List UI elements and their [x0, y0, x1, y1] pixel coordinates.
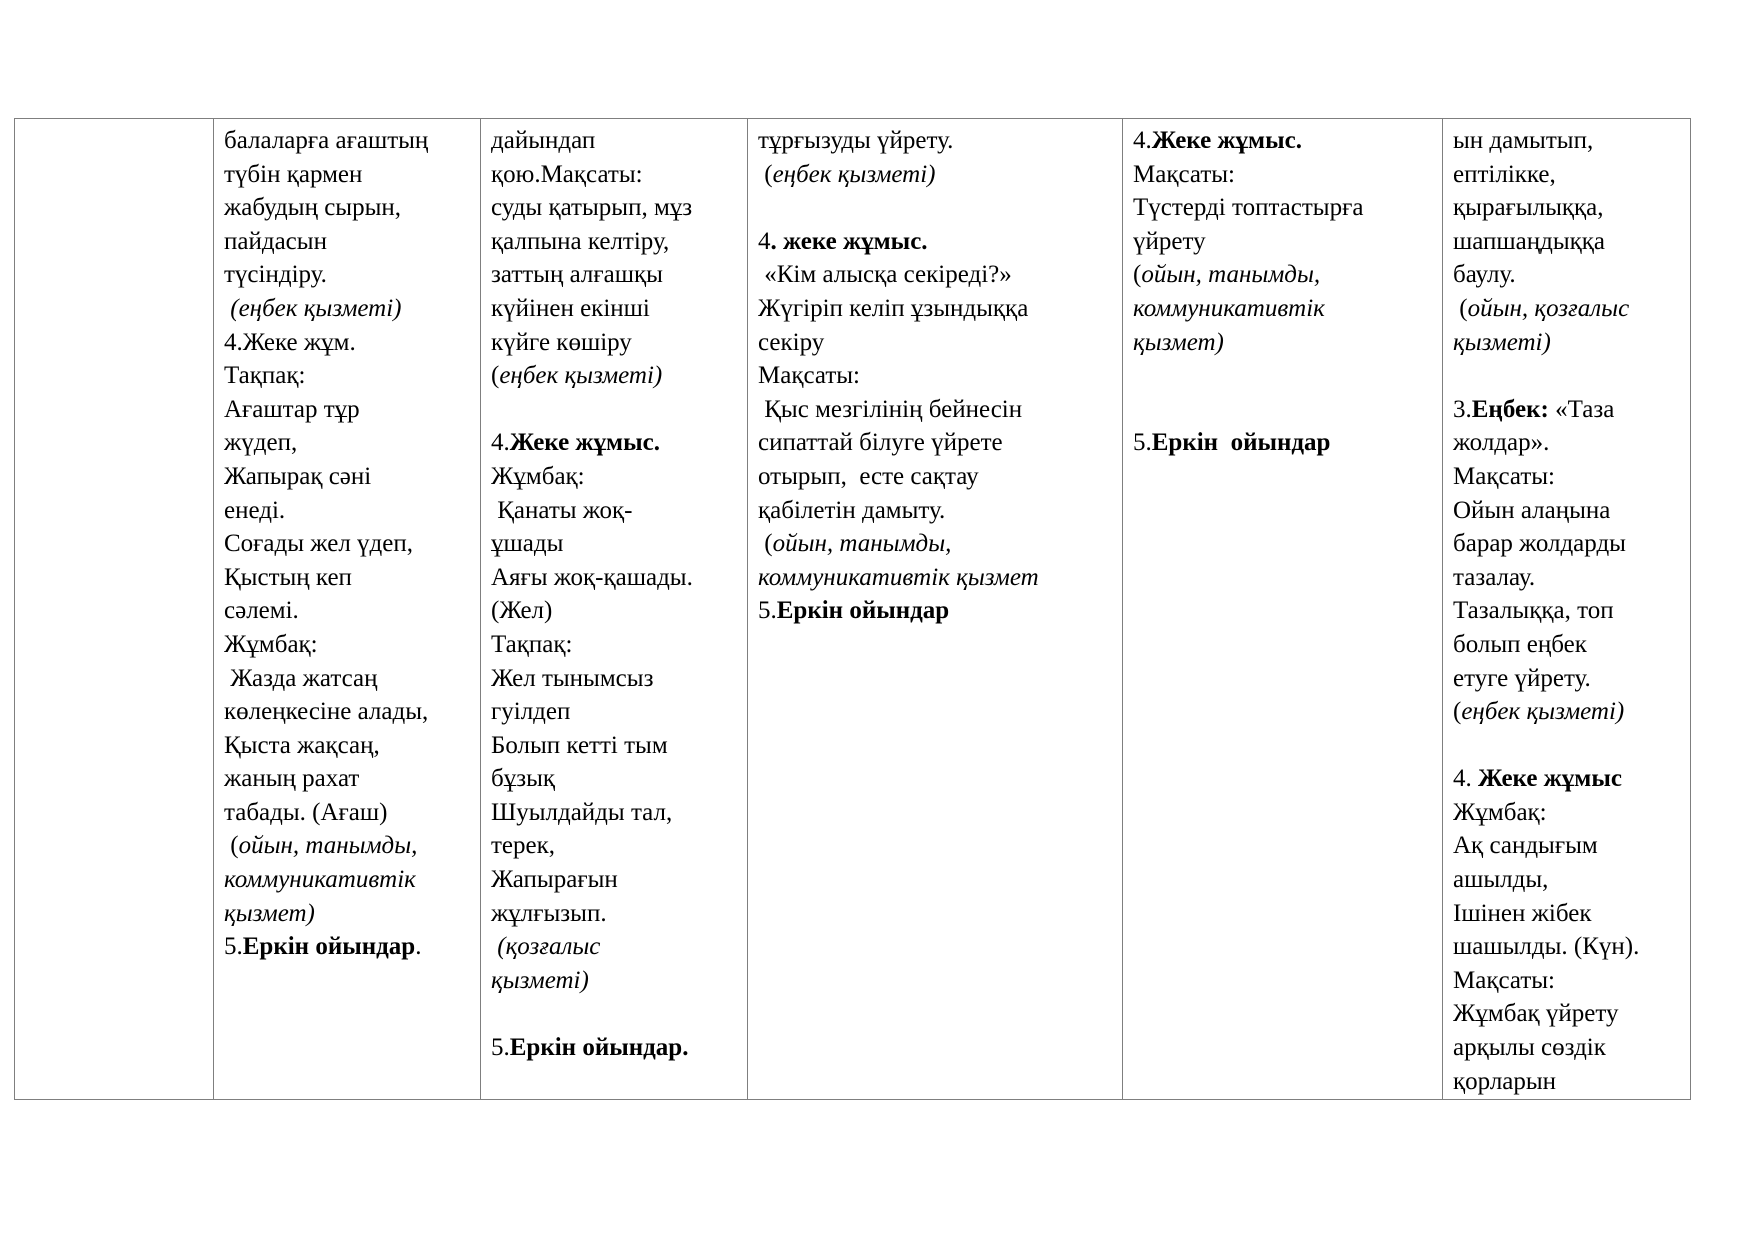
text-segment: пайдасын [224, 227, 327, 255]
text-line [1133, 393, 1432, 427]
text-segment: Қыс мезгілінің бейнесін [758, 395, 1023, 423]
text-segment: Қыста жақсаң, [224, 731, 380, 759]
text-segment: енеді. [224, 496, 286, 524]
bold-text: Еркін ойындар [776, 597, 950, 625]
text-line [491, 829, 737, 863]
text-segment: ( [1453, 698, 1462, 726]
text-line [758, 359, 1112, 393]
text-line [1453, 359, 1680, 393]
text-line [1453, 628, 1680, 662]
text-segment: Ағаштар тұр [224, 395, 360, 423]
italic-text: ойын, танымды, [772, 530, 952, 558]
text-line [224, 527, 470, 561]
text-line [758, 527, 1112, 561]
text-line [1133, 359, 1432, 393]
text-line [1453, 258, 1680, 292]
text-line [224, 359, 470, 393]
text-segment: Жұмбақ: [491, 462, 585, 490]
text-segment: жұлғызып. [491, 899, 607, 927]
table-cell-col-4 [748, 119, 1123, 1100]
text-line [224, 897, 470, 931]
text-segment: жабудың сырын, [224, 194, 402, 222]
text-segment: Шуылдайды тал, [491, 798, 673, 826]
text-line [491, 258, 737, 292]
text-line [224, 292, 470, 326]
text-line [758, 124, 1112, 158]
text-segment: 5. [491, 1034, 510, 1062]
text-line [491, 561, 737, 595]
text-line [224, 796, 470, 830]
bold-text: . жеке жұмыс. [770, 227, 928, 255]
text-line [758, 258, 1112, 292]
text-segment: түбін қармен [224, 160, 363, 188]
text-segment: суды қатырып, мұз [491, 194, 693, 222]
italic-text: (еңбек қызметі) [224, 294, 402, 322]
italic-text: қызметі) [1453, 328, 1551, 356]
italic-text: қызмет) [1133, 328, 1224, 356]
text-segment: Тақпақ: [491, 630, 573, 658]
text-segment: шапшаңдыққа [1453, 227, 1606, 255]
text-line [224, 494, 470, 528]
text-segment: 3. [1453, 395, 1472, 423]
text-segment: ( [224, 832, 239, 860]
bold-text: Жеке жұмыс [1478, 765, 1622, 793]
text-line [758, 494, 1112, 528]
text-line [491, 292, 737, 326]
text-line [491, 930, 737, 964]
text-line [1453, 863, 1680, 897]
text-line [224, 762, 470, 796]
text-segment: 4. [1133, 127, 1152, 154]
italic-text: еңбек қызметі) [1461, 698, 1625, 726]
text-line [1453, 997, 1680, 1031]
text-line [224, 662, 470, 696]
text-segment: 5. [1133, 429, 1152, 457]
text-line [1453, 1065, 1680, 1099]
table-cell-col-3 [481, 119, 748, 1100]
text-line [224, 460, 470, 494]
text-segment: 4.Жеке жұм. [224, 328, 356, 356]
text-line [1133, 191, 1432, 225]
text-line [491, 460, 737, 494]
text-segment: терек, [491, 832, 556, 860]
italic-text: (қозғалыс [491, 933, 601, 961]
text-line [1453, 1031, 1680, 1065]
italic-text: коммуникативтік қызмет [758, 563, 1039, 591]
text-segment: сипаттай білуге үйрете [758, 429, 1003, 457]
text-line [224, 628, 470, 662]
text-segment: бұзық [491, 765, 556, 793]
text-line [224, 863, 470, 897]
text-segment: тазалау. [1453, 563, 1536, 591]
text-line [491, 796, 737, 830]
italic-text: коммуникативтік [224, 866, 416, 894]
text-segment: Жұмбақ: [224, 630, 318, 658]
text-segment: Мақсаты: [1453, 966, 1555, 994]
text-segment: Ойын алаңына [1453, 496, 1611, 524]
text-line [224, 158, 470, 192]
text-line [758, 225, 1112, 259]
text-segment: тұрғызуды үйрету. [758, 127, 954, 154]
text-segment: сәлемі. [224, 597, 299, 625]
text-segment: (Жел) [491, 597, 553, 625]
text-line [758, 594, 1112, 628]
table-row [15, 119, 1691, 1100]
bold-text: Еркін ойындар [1151, 429, 1331, 457]
text-line [224, 191, 470, 225]
text-segment: отырып, есте сақтау [758, 462, 979, 490]
text-line [1453, 594, 1680, 628]
text-line [1133, 426, 1432, 460]
text-segment: үйрету [1133, 227, 1206, 255]
text-line [758, 460, 1112, 494]
text-line [1453, 124, 1680, 158]
text-line [1453, 662, 1680, 696]
text-line [1133, 124, 1432, 158]
text-line [1453, 695, 1680, 729]
text-segment: 4. [491, 429, 510, 457]
text-line [224, 930, 470, 964]
text-segment: ( [1453, 294, 1468, 322]
text-line [491, 191, 737, 225]
italic-text: қызметі) [491, 966, 589, 994]
text-segment: арқылы сөздік [1453, 1034, 1606, 1062]
text-line [1453, 158, 1680, 192]
text-segment: Түстерді топтастырға [1133, 194, 1364, 222]
text-line [1453, 292, 1680, 326]
text-line [1133, 326, 1432, 360]
text-segment: 5. [224, 933, 243, 961]
text-line [491, 863, 737, 897]
text-line [758, 393, 1112, 427]
text-segment: Аяғы жоқ-қашады. [491, 563, 693, 591]
text-segment: баулу. [1453, 261, 1516, 289]
text-line [1453, 829, 1680, 863]
text-line [1453, 897, 1680, 931]
text-segment: қою.Мақсаты: [491, 160, 643, 188]
text-line [491, 527, 737, 561]
text-line [1453, 762, 1680, 796]
text-line [1453, 964, 1680, 998]
text-line [1133, 258, 1432, 292]
text-line [1453, 561, 1680, 595]
text-line [1453, 191, 1680, 225]
text-line [224, 594, 470, 628]
text-line [491, 594, 737, 628]
text-line [758, 292, 1112, 326]
text-segment: заттың алғашқы [491, 261, 663, 289]
text-segment: Тазалыққа, топ [1453, 597, 1614, 625]
text-line [491, 124, 737, 158]
text-segment: Жұмбақ: [1453, 798, 1547, 826]
text-line [491, 964, 737, 998]
text-segment: жолдар». [1453, 429, 1550, 457]
bold-text: Еңбек: [1471, 395, 1549, 423]
text-line [224, 829, 470, 863]
text-segment: Жұмбақ үйрету [1453, 1000, 1619, 1028]
bold-text: Жеке жұмыс. [509, 429, 660, 457]
text-segment: Соғады жел үдеп, [224, 530, 414, 558]
text-segment: Мақсаты: [1453, 462, 1555, 490]
text-line [758, 426, 1112, 460]
text-segment: ( [758, 530, 773, 558]
text-segment: дайындап [491, 127, 596, 154]
text-line [758, 326, 1112, 360]
text-line [758, 158, 1112, 192]
text-line [224, 695, 470, 729]
bold-text: Еркін ойындар. [509, 1034, 689, 1062]
text-line [491, 158, 737, 192]
lesson-plan-table [14, 118, 1691, 1100]
text-line [1453, 326, 1680, 360]
text-line [224, 225, 470, 259]
text-segment: гуілдеп [491, 698, 571, 726]
text-line [491, 762, 737, 796]
text-segment: ( [491, 362, 500, 390]
text-segment: қорларын [1453, 1067, 1557, 1095]
text-segment: «Кім алысқа секіреді?» [758, 261, 1012, 289]
text-line [224, 124, 470, 158]
text-line [491, 393, 737, 427]
text-segment: етуге үйрету. [1453, 664, 1591, 692]
bold-text: Жеке жұмыс. [1151, 127, 1302, 154]
italic-text: еңбек қызметі) [772, 160, 936, 188]
table-cell-col-6 [1443, 119, 1691, 1100]
text-segment: секіру [758, 328, 825, 356]
text-line [1453, 426, 1680, 460]
text-segment: . [415, 933, 422, 961]
text-segment: Жапырақ сәні [224, 462, 372, 490]
text-line [491, 225, 737, 259]
italic-text: ойын, танымды, [1141, 261, 1321, 289]
text-segment: Қыстың кеп [224, 563, 352, 591]
text-line [1453, 796, 1680, 830]
text-line [1453, 460, 1680, 494]
text-segment: түсіндіру. [224, 261, 327, 289]
italic-text: қызмет) [224, 899, 315, 927]
text-line [1453, 225, 1680, 259]
text-segment: «Таза [1548, 395, 1615, 423]
text-segment: болып еңбек [1453, 630, 1587, 658]
text-line [1133, 292, 1432, 326]
bold-text: Еркін ойындар [242, 933, 416, 961]
text-segment: ұшады [491, 530, 564, 558]
text-line [1133, 225, 1432, 259]
text-line [491, 695, 737, 729]
text-segment: ептілікке, [1453, 160, 1556, 188]
text-segment: Жел тынымсыз [491, 664, 654, 692]
text-segment: барар жолдарды [1453, 530, 1626, 558]
text-segment: Мақсаты: [758, 362, 860, 390]
text-segment: қырағылыққа, [1453, 194, 1604, 222]
text-line [491, 997, 737, 1031]
italic-text: ойын, қозғалыс [1467, 294, 1630, 322]
text-line [491, 897, 737, 931]
text-segment: Жапырағын [491, 866, 618, 894]
text-line [1453, 527, 1680, 561]
table-cell-col-2 [214, 119, 481, 1100]
text-line [491, 729, 737, 763]
text-segment: Жүгіріп келіп ұзындыққа [758, 294, 1029, 322]
text-segment: қабілетін дамыту. [758, 496, 946, 524]
text-line [758, 191, 1112, 225]
text-segment: Мақсаты: [1133, 160, 1235, 188]
text-segment: ын дамытып, [1453, 127, 1594, 154]
text-line [491, 494, 737, 528]
text-segment: ( [1133, 261, 1142, 289]
text-segment: көлеңкесіне алады, [224, 698, 429, 726]
text-segment: жаның рахат [224, 765, 360, 793]
text-segment: ашылды, [1453, 866, 1549, 894]
text-segment: балаларға ағаштың [224, 127, 429, 154]
text-segment: 4. [1453, 765, 1478, 793]
text-line [1453, 393, 1680, 427]
italic-text: ойын, танымды, [238, 832, 418, 860]
text-line [491, 426, 737, 460]
italic-text: еңбек қызметі) [499, 362, 663, 390]
text-line [491, 628, 737, 662]
text-line [491, 1031, 737, 1065]
text-segment: Жазда жатсаң [224, 664, 378, 692]
text-segment: Қанаты жоқ- [491, 496, 633, 524]
text-line [491, 326, 737, 360]
text-line [1453, 930, 1680, 964]
text-segment: Ақ сандығым [1453, 832, 1598, 860]
text-segment: жүдеп, [224, 429, 298, 457]
text-segment: Ішінен жібек [1453, 899, 1592, 927]
text-segment: Болып кетті тым [491, 731, 668, 759]
text-segment: табады. (Ағаш) [224, 798, 388, 826]
text-segment: күйге көшіру [491, 328, 632, 356]
text-segment: 5. [758, 597, 777, 625]
text-line [491, 359, 737, 393]
text-line [758, 561, 1112, 595]
text-line [491, 662, 737, 696]
text-segment: ( [758, 160, 773, 188]
text-line [1453, 494, 1680, 528]
text-segment: шашылды. (Күн). [1453, 933, 1640, 961]
text-line [224, 729, 470, 763]
table-cell-col-5 [1123, 119, 1443, 1100]
text-line [224, 393, 470, 427]
text-segment: Тақпақ: [224, 362, 306, 390]
text-line [224, 326, 470, 360]
text-segment: күйінен екінші [491, 294, 650, 322]
italic-text: коммуникативтік [1133, 294, 1325, 322]
text-line [224, 258, 470, 292]
text-segment: қалпына келтіру, [491, 227, 670, 255]
text-line [1453, 729, 1680, 763]
text-line [224, 561, 470, 595]
text-segment: 4 [758, 227, 771, 255]
text-line [1133, 158, 1432, 192]
text-line [224, 426, 470, 460]
table-cell-col-1 [15, 119, 214, 1100]
